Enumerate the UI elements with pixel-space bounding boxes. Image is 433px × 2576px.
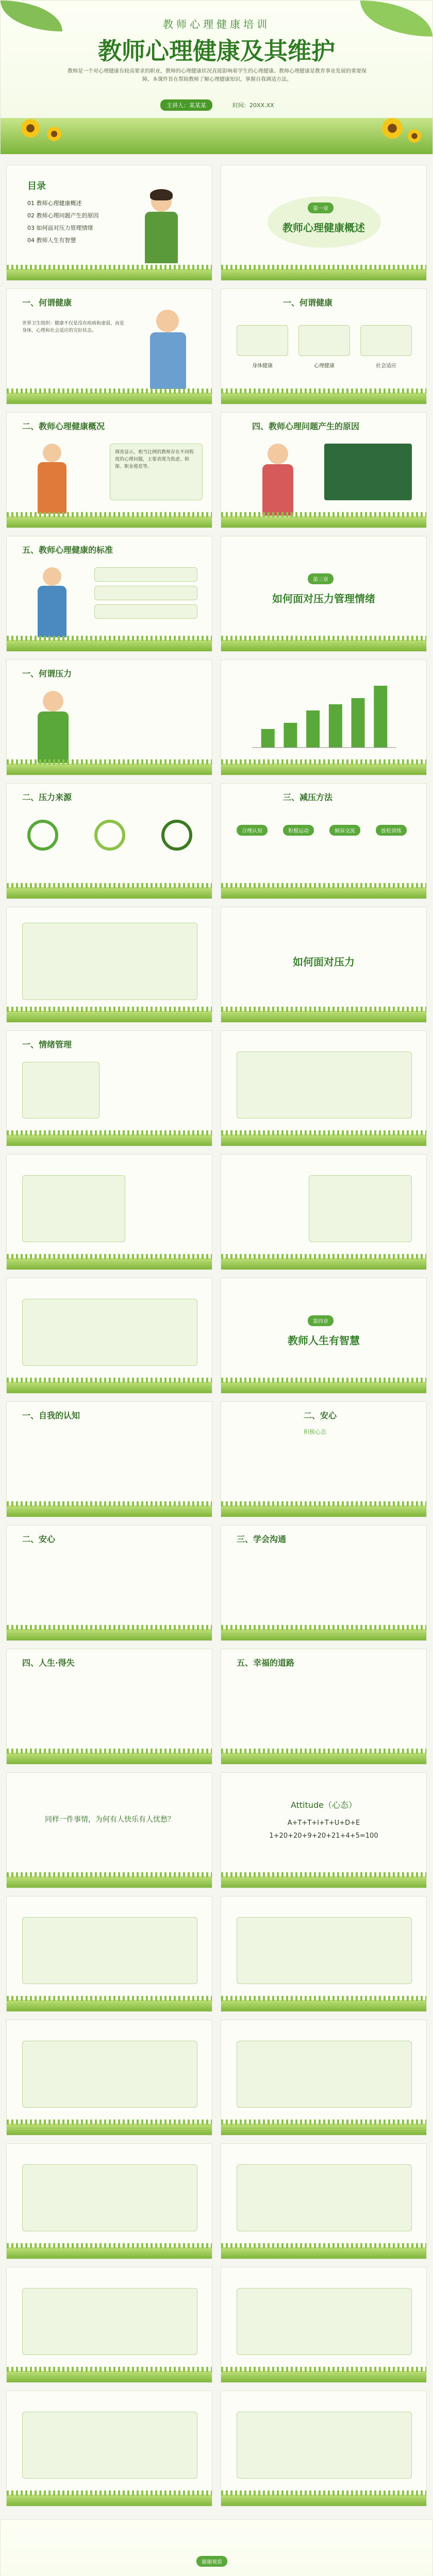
cover-title: 教师心理健康及其维护 — [98, 37, 335, 65]
toc-item[interactable]: 02 教师心理问题产生的原因 — [27, 212, 99, 219]
bar — [329, 704, 342, 748]
cover-desc: 教师是一个对心理健康有较高要求的职业，教师的心理健康状况直接影响着学生的心理健康。教师心理健康是教育事业发展的重要保障，本课件旨在帮助教师了解心理健康知识，掌握自我调适方法。 — [68, 69, 367, 82]
circle-stat — [94, 820, 125, 851]
bar — [352, 698, 365, 748]
part-chip: 第四章 — [308, 1315, 334, 1326]
slide-title: 一、自我的认知 — [22, 1411, 80, 1420]
sunflower-decor — [382, 118, 403, 139]
emotion-slide — [6, 1030, 212, 1146]
slide-title: 一、何谓健康 — [22, 298, 72, 308]
slide-title: 二、安心 — [22, 1534, 56, 1544]
date: 时间：20XX.XX — [232, 102, 274, 109]
part-title: 教师心理健康概述 — [282, 222, 365, 234]
cause-slide — [221, 412, 427, 528]
comm-slide — [221, 1525, 427, 1641]
toc-item[interactable]: 01 教师心理健康概述 — [27, 200, 82, 207]
slide-title: 四、人生·得失 — [22, 1658, 75, 1668]
content-slide — [221, 2020, 427, 2136]
wisdom-slide — [6, 1401, 212, 1517]
formula: 1+20+20+9+20+21+4+5=100 — [269, 1832, 378, 1840]
content-slide — [221, 1154, 427, 1270]
label: 心理健康 — [314, 363, 335, 369]
slide-body: 世界卫生组织：健康不仅是没有疾病和虚弱，而是身体、心理和社会适应的完好状态。 — [22, 321, 125, 333]
slide-title: 三、学会沟通 — [237, 1534, 287, 1544]
content-slide — [6, 2267, 212, 2383]
slide-title: 二、教师心理健康概况 — [22, 421, 105, 431]
toc-heading: 目录 — [27, 181, 46, 192]
part3-slide — [221, 536, 427, 652]
sunflower-decor — [47, 127, 61, 141]
question-text: 同样一件事情，为何有人快乐有人忧愁？ — [45, 1816, 175, 1824]
circle-stat — [27, 820, 58, 851]
relief-slide — [221, 783, 427, 899]
attitude-slide — [221, 1772, 427, 1888]
slide-title: 四、教师心理问题产生的原因 — [252, 421, 360, 431]
bar-chart — [252, 675, 396, 753]
sunflower-decor — [408, 129, 421, 143]
slide-title: 二、压力来源 — [22, 792, 72, 802]
part4-slide — [221, 1278, 427, 1394]
slide-title: 一、情绪管理 — [22, 1040, 72, 1049]
ego-slide — [6, 1649, 212, 1765]
health-slide — [6, 289, 212, 404]
toc-slide — [6, 165, 212, 281]
stress-slide — [6, 659, 212, 775]
slide-title: 五、教师心理健康的标准 — [22, 545, 113, 555]
overview-slide — [6, 412, 212, 528]
pressure-slide — [6, 783, 212, 899]
thanks-slide — [0, 2519, 433, 2576]
relief-item: 倾诉交流 — [329, 825, 360, 836]
heart-slide — [221, 1401, 427, 1517]
slide-title: 五、幸福的道路 — [237, 1658, 295, 1668]
content-slide — [6, 907, 212, 1023]
cover-slide — [0, 0, 433, 155]
part-title: 如何面对压力 — [293, 956, 355, 968]
relief-item: 放松训练 — [376, 825, 407, 836]
bar — [306, 710, 320, 748]
slide-body: 调查显示，相当比例的教师存在不同程度的心理问题，主要表现为焦虑、抑郁、职业倦怠等。 — [115, 450, 194, 469]
slide-title: 三、减压方法 — [283, 792, 333, 802]
content-slide — [221, 2391, 427, 2506]
content-slide — [6, 1278, 212, 1394]
toc-item[interactable]: 04 教师人生有智慧 — [27, 237, 76, 244]
part-title: 如何面对压力管理情绪 — [272, 592, 375, 605]
slide-title: 二、安心 — [304, 1411, 337, 1420]
bar — [284, 723, 297, 748]
part-talk-slide — [221, 907, 427, 1023]
grass-decor — [1, 118, 432, 154]
part-chip: 第一章 — [308, 202, 334, 213]
bar — [261, 729, 275, 748]
part-title: 教师人生有智慧 — [288, 1334, 360, 1347]
presenter: 主讲人：某某某 — [160, 99, 212, 111]
circle-stat — [161, 820, 192, 851]
content-slide — [221, 2143, 427, 2259]
slide-title: 一、何谓压力 — [22, 669, 72, 679]
slide-title: Attitude（心态） — [290, 1800, 357, 1810]
slide-title: 一、何谓健康 — [283, 298, 333, 308]
formula: A+T+T+I+T+U+D+E — [287, 1819, 360, 1827]
label: 身体健康 — [252, 363, 273, 369]
sunflower-decor — [21, 119, 40, 138]
label: 社会适应 — [376, 363, 396, 369]
peace-slide — [6, 1525, 212, 1641]
toc-list — [27, 197, 99, 247]
chart-slide — [221, 659, 427, 775]
case-slide — [221, 1649, 427, 1765]
end-question-slide — [6, 1772, 212, 1888]
relief-item: 积极运动 — [283, 825, 314, 836]
content-slide — [221, 1896, 427, 2012]
content-slide — [6, 2143, 212, 2259]
slide-subtitle: 积极心态 — [304, 1429, 326, 1435]
content-slide — [6, 1154, 212, 1270]
bar — [374, 686, 387, 748]
part1-slide — [221, 165, 427, 281]
part-chip: 第三章 — [308, 573, 334, 584]
blackboard — [324, 444, 412, 500]
content-slide — [221, 2267, 427, 2383]
health2-slide — [221, 289, 427, 404]
content-slide — [6, 2020, 212, 2136]
thanks-chip: 谢谢观看 — [196, 2556, 227, 2567]
content-slide — [6, 1896, 212, 2012]
relief-item: 合理认知 — [237, 825, 268, 836]
content-slide — [221, 1030, 427, 1146]
standard-slide — [6, 536, 212, 652]
toc-item[interactable]: 03 如何面对压力管理情绪 — [27, 225, 93, 231]
cover-subtitle: 教师心理健康培训 — [163, 18, 270, 30]
content-slide — [6, 2391, 212, 2506]
